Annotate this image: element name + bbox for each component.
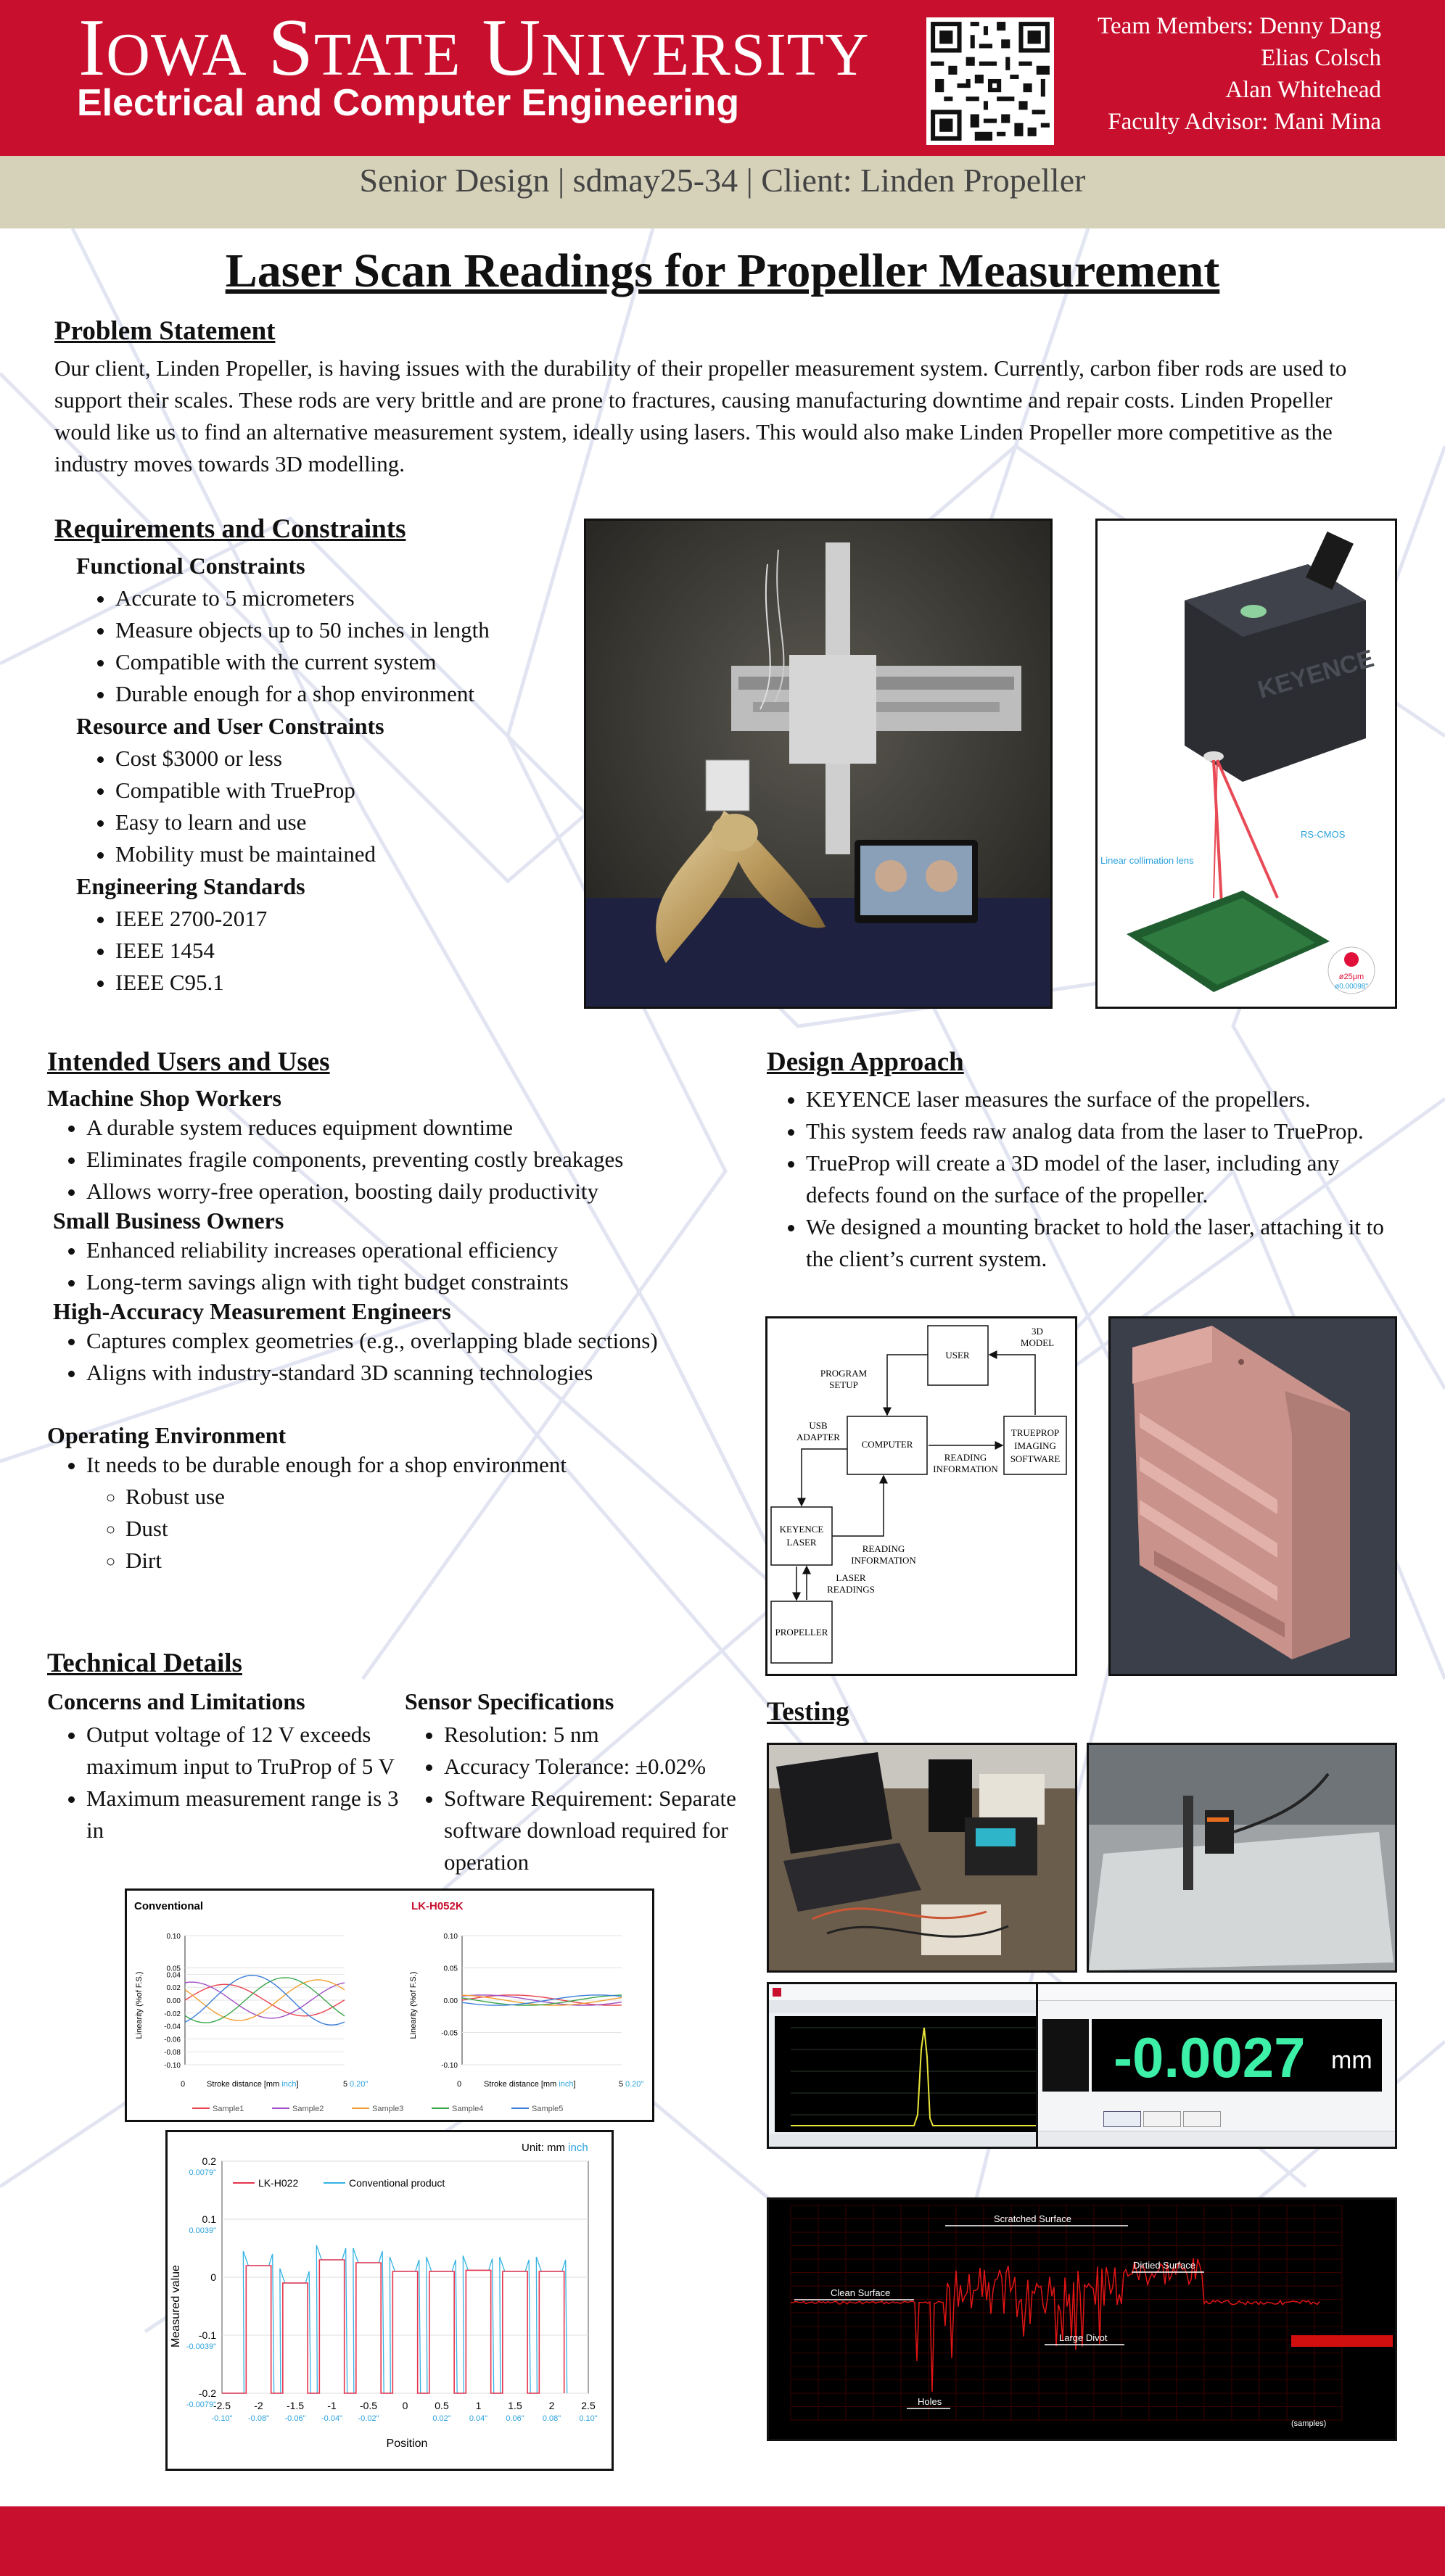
specs-title: Sensor Specifications [405,1688,614,1714]
testing-photo-bench [767,1743,1077,1973]
y-tick-inch-label: 0.0079" [189,2168,216,2177]
software-button[interactable] [1103,2111,1141,2127]
list-item: • Accurate to 5 micrometers [115,582,569,614]
y-tick-label: 0.1 [202,2213,216,2225]
y-tick-label: 0 [210,2271,216,2283]
x-tick-inch-label: -0.04" [321,2414,342,2423]
footer-bar [0,2506,1445,2576]
flow-label-usb: ADAPTER [796,1432,840,1442]
xlabel-suffix: ] [573,2080,576,2089]
x-end-inch-tick: 0.20" [625,2080,644,2089]
list-item: • Long-term savings align with tight budget constraints [86,1266,744,1298]
x-zero-tick: 0 [457,2080,462,2089]
y-tick-label: 0.2 [202,2155,216,2167]
x-end-inch-tick: 0.20" [350,2080,369,2089]
flow-label-program-setup: SETUP [829,1379,858,1390]
sensor-label-left: Linear collimation lens [1100,855,1194,866]
flow-label-usb: USB [809,1420,828,1431]
flow-label-reading: INFORMATION [851,1555,916,1566]
x-tick-inch-label: -0.10" [211,2414,233,2423]
list-item: • Measure objects up to 50 inches in length [115,614,569,646]
team-line: Alan Whitehead [1225,77,1381,103]
sensor-brand-text: KEYENCE [1254,644,1378,704]
flow-label-laser-readings: READINGS [827,1584,875,1595]
defect-label: Large Divot [1059,2332,1108,2343]
list-item: ◦ Dust [125,1513,744,1545]
list-item: ◦ Dirt [125,1545,744,1577]
list-item: • This system feeds raw analog data from the laser to TrueProp. [806,1115,1405,1147]
linearity-ylabel: Linearity (%of F.S.) [409,1971,418,2039]
x-end-tick: 5 [343,2080,348,2089]
list-item: • A durable system reduces equipment downtime [86,1112,744,1144]
legend-swatch [1291,2335,1393,2347]
y-tick-label: -0.10 [164,2062,181,2070]
list-item: • Mobility must be maintained [115,838,569,870]
waveform-graphic [769,1984,1075,2147]
measured-value-readout: -0.0027 [1113,2026,1306,2089]
team-line: Faculty Advisor: Mani Mina [1108,109,1381,135]
y-tick-label: 0.10 [166,1933,181,1941]
requirements-heading: Requirements and Constraints [54,514,406,544]
qr-code [926,17,1054,145]
list-item: • Output voltage of 12 V exceeds maximum input to TruProp of 5 V [86,1719,410,1783]
x-tick-label: -1 [327,2400,337,2411]
y-tick-label: -0.05 [441,2029,458,2038]
flow-label-trueprop: TRUEPROP [1010,1427,1060,1438]
defect-label: Scratched Surface [994,2213,1071,2224]
y-tick-label: 0.00 [166,1997,181,2005]
y-tick-label: -0.08 [164,2049,181,2057]
flow-label-trueprop: SOFTWARE [1010,1453,1061,1464]
propeller-rig-photo [584,519,1053,1009]
flow-label-user: USER [945,1350,970,1361]
testing-photo-laser-plate [1087,1743,1397,1973]
window-statusbar [1038,2131,1395,2147]
list-item: • Aligns with industry-standard 3D scanning technologies [86,1357,703,1389]
x-tick-label: -0.5 [359,2400,378,2411]
design-heading: Design Approach [767,1047,964,1077]
flow-label-trueprop: IMAGING [1014,1440,1056,1451]
list-item: • It needs to be durable enough for a shop environment [86,1449,744,1481]
measured-value-chart [165,2130,614,2471]
software-value-window [1036,1982,1397,2149]
flow-label-propeller: PROPELLER [775,1627,828,1638]
y-tick-label: 0.04 [166,1971,181,1980]
keyence-sensor-diagram [1095,519,1397,1009]
list-item: • Allows worry-free operation, boosting daily productivity [86,1176,744,1208]
requirements-list [76,553,569,999]
list-item: • Accuracy Tolerance: ±0.02% [444,1751,746,1783]
x-end-tick: 5 [619,2080,624,2089]
list-item: • Enhanced reliability increases operational efficiency [86,1234,744,1266]
x-tick-label: 2.5 [581,2400,596,2411]
x-tick-label: 2 [548,2400,555,2411]
design-list [767,1083,1405,1275]
problem-text: Our client, Linden Propeller, is having issues with the durability of their propeller measurement system. Currently, carbon fiber rods are used to support their scales. These rods are very brittle and are prone to fractures, causing manufacturing downtime and repair costs. Linden Propeller would like us to find an alternative measurement system, ideally using lasers. This would also make Linden Propeller more competitive as the industry moves towards 3D modelling. [54,355,1347,476]
list-item: • TrueProp will create a 3D model of the laser, including any defects found on the surface of the propeller. [806,1147,1405,1211]
x-tick-inch-label: 0.04" [469,2414,488,2423]
y-tick-label: -0.06 [164,2036,181,2044]
defect-scan-plot [767,2197,1397,2441]
users-list [47,1085,744,1577]
defect-label: Dirtied Surface [1133,2260,1195,2271]
list-item: • Easy to learn and use [115,806,569,838]
department-name: Electrical and Computer Engineering [77,82,740,124]
flow-label-keyence: LASER [786,1537,817,1548]
x-tick-inch-label: 0.08" [542,2414,561,2423]
sensor-label-right: RS-CMOS [1301,829,1346,840]
users-heading: Intended Users and Uses [47,1047,330,1077]
y-tick-label: 0.02 [166,1984,181,1993]
x-zero-tick: 0 [181,2080,186,2089]
flow-label-3d-model: MODEL [1020,1337,1055,1348]
legend-entry: Sample4 [452,2105,484,2113]
group-title: High-Accuracy Measurement Engineers [53,1298,451,1324]
list-item: • Cost $3000 or less [115,743,569,775]
university-wordmark: IOWA STATE UNIVERSITY [78,3,870,93]
linearity-right-title: LK-H052K [411,1900,464,1912]
value-display [1092,2019,1382,2092]
window-titlebar [1038,1984,1395,2001]
legend-entry: LK-H022 [258,2177,299,2189]
y-tick-label: -0.04 [164,2023,181,2031]
measured-xlabel: Position [386,2437,428,2450]
x-tick-inch-label: -0.08" [248,2414,269,2423]
x-tick-label: 0 [402,2400,408,2411]
poster-title: Laser Scan Readings for Propeller Measurement [225,244,1220,297]
concerns-title: Concerns and Limitations [47,1688,305,1714]
x-tick-label: 1.5 [508,2400,522,2411]
y-tick-label: 0.00 [443,1997,458,2005]
linearity-ylabel: Linearity (%of F.S.) [135,1971,144,2039]
x-tick-label: -2 [254,2400,263,2411]
x-tick-label: -1.5 [286,2400,305,2411]
software-button[interactable] [1143,2111,1181,2127]
linearity-chart [125,1888,654,2122]
env-title: Operating Environment [47,1422,287,1448]
scan-xaxis-unit: (samples) [1291,2419,1327,2428]
x-tick-label: 1 [475,2400,482,2411]
defect-label: Holes [918,2396,942,2407]
group-title: Machine Shop Workers [47,1085,281,1111]
specs-list [405,1719,746,1878]
list-item: • IEEE C95.1 [115,967,569,999]
flow-label-program-setup: PROGRAM [820,1368,868,1379]
y-tick-inch-label: -0.0079" [186,2400,216,2409]
list-item: • Software Requirement: Separate software download required for operation [444,1783,746,1878]
group-title: Functional Constraints [76,553,305,579]
list-item: • IEEE 1454 [115,935,569,967]
list-item: • Maximum measurement range is 3 in [86,1783,410,1846]
measured-value-unit: mm [1331,2047,1372,2074]
x-tick-inch-label: -0.06" [284,2414,306,2423]
project-subtitle: Senior Design | sdmay25-34 | Client: Linden Propeller [359,162,1086,199]
y-tick-label: 0.10 [443,1933,458,1941]
y-tick-label: 0.05 [443,1965,458,1973]
y-tick-inch-label: 0.0039" [189,2226,216,2235]
flow-label-keyence: KEYENCE [779,1524,824,1535]
y-tick-label: -0.2 [198,2387,216,2399]
xlabel-inch: inch [559,2080,574,2089]
testing-heading: Testing [767,1697,849,1727]
group-title: Engineering Standards [76,873,305,899]
measured-ylabel: Measured value [170,2265,182,2348]
flow-label-3d-model: 3D [1032,1326,1043,1337]
technical-heading: Technical Details [47,1648,242,1678]
list-item: • IEEE 2700-2017 [115,903,569,935]
legend-entry: Conventional product [349,2177,445,2189]
unit-prefix: Unit: mm [522,2142,569,2154]
xlabel-inch: inch [281,2080,297,2089]
unit-label [522,2142,588,2154]
flow-label-laser-readings: LASER [836,1572,866,1583]
linearity-xlabel [207,2080,299,2089]
sensor-badge-line2: ø0.00098" [1335,983,1368,991]
x-tick-label: -2.5 [213,2400,231,2411]
list-item: • Compatible with TrueProp [115,775,569,806]
group-title: Resource and User Constraints [76,713,384,739]
list-item: • Compatible with the current system [115,646,569,678]
x-tick-label: 0.5 [435,2400,449,2411]
x-tick-inch-label: 0.02" [432,2414,451,2423]
flow-label-reading: READING [862,1543,905,1554]
list-item: • KEYENCE laser measures the surface of the propellers. [806,1083,1405,1115]
sensor-badge-line1: ø25μm [1338,973,1364,981]
x-tick-inch-label: 0.10" [579,2414,598,2423]
system-flow-diagram [765,1316,1077,1676]
xlabel-prefix: Stroke distance [mm [207,2080,282,2089]
group-title: Small Business Owners [53,1208,284,1234]
software-button[interactable] [1183,2111,1221,2127]
problem-heading: Problem Statement [54,316,276,346]
flow-label-reading: READING [944,1452,987,1463]
status-panel [1042,2019,1089,2092]
y-tick-label: -0.02 [164,2010,181,2018]
list-item: • Captures complex geometries (e.g., overlapping blade sections) [86,1325,703,1357]
x-tick-inch-label: -0.02" [358,2414,379,2423]
y-tick-label: 0.05 [166,1965,181,1973]
y-tick-label: -0.10 [441,2062,458,2070]
software-waveform-window [767,1982,1077,2149]
legend-entry: Sample2 [292,2105,324,2113]
x-tick-inch-label: 0.06" [506,2414,524,2423]
list-item: • We designed a mounting bracket to hold the laser, attaching it to the client’s current system. [806,1211,1405,1275]
list-item: • Durable enough for a shop environment [115,678,569,710]
xlabel-suffix: ] [296,2080,299,2089]
legend-entry: Sample3 [372,2105,404,2113]
y-tick-inch-label: -0.0039" [186,2342,216,2351]
list-item: • Resolution: 5 nm [444,1719,746,1751]
flow-label-computer: COMPUTER [861,1439,913,1450]
team-line: Elias Colsch [1261,45,1381,71]
legend-entry: Sample5 [532,2105,564,2113]
xlabel-prefix: Stroke distance [mm [484,2080,559,2089]
legend-entry: Sample1 [213,2105,244,2113]
list-item: ◦ Robust use [125,1481,744,1513]
mounting-bracket-render [1108,1316,1397,1676]
y-tick-label: -0.1 [198,2329,216,2341]
defect-label: Clean Surface [831,2287,891,2298]
linearity-left-title: Conventional [134,1900,204,1912]
linearity-xlabel [484,2080,576,2089]
flow-label-reading: INFORMATION [933,1464,998,1474]
list-item: • Eliminates fragile components, preventing costly breakages [86,1144,744,1176]
team-line: Team Members: Denny Dang [1098,13,1381,39]
unit-inch: inch [568,2142,588,2154]
concerns-list [47,1719,410,1846]
team-members [1098,10,1381,138]
